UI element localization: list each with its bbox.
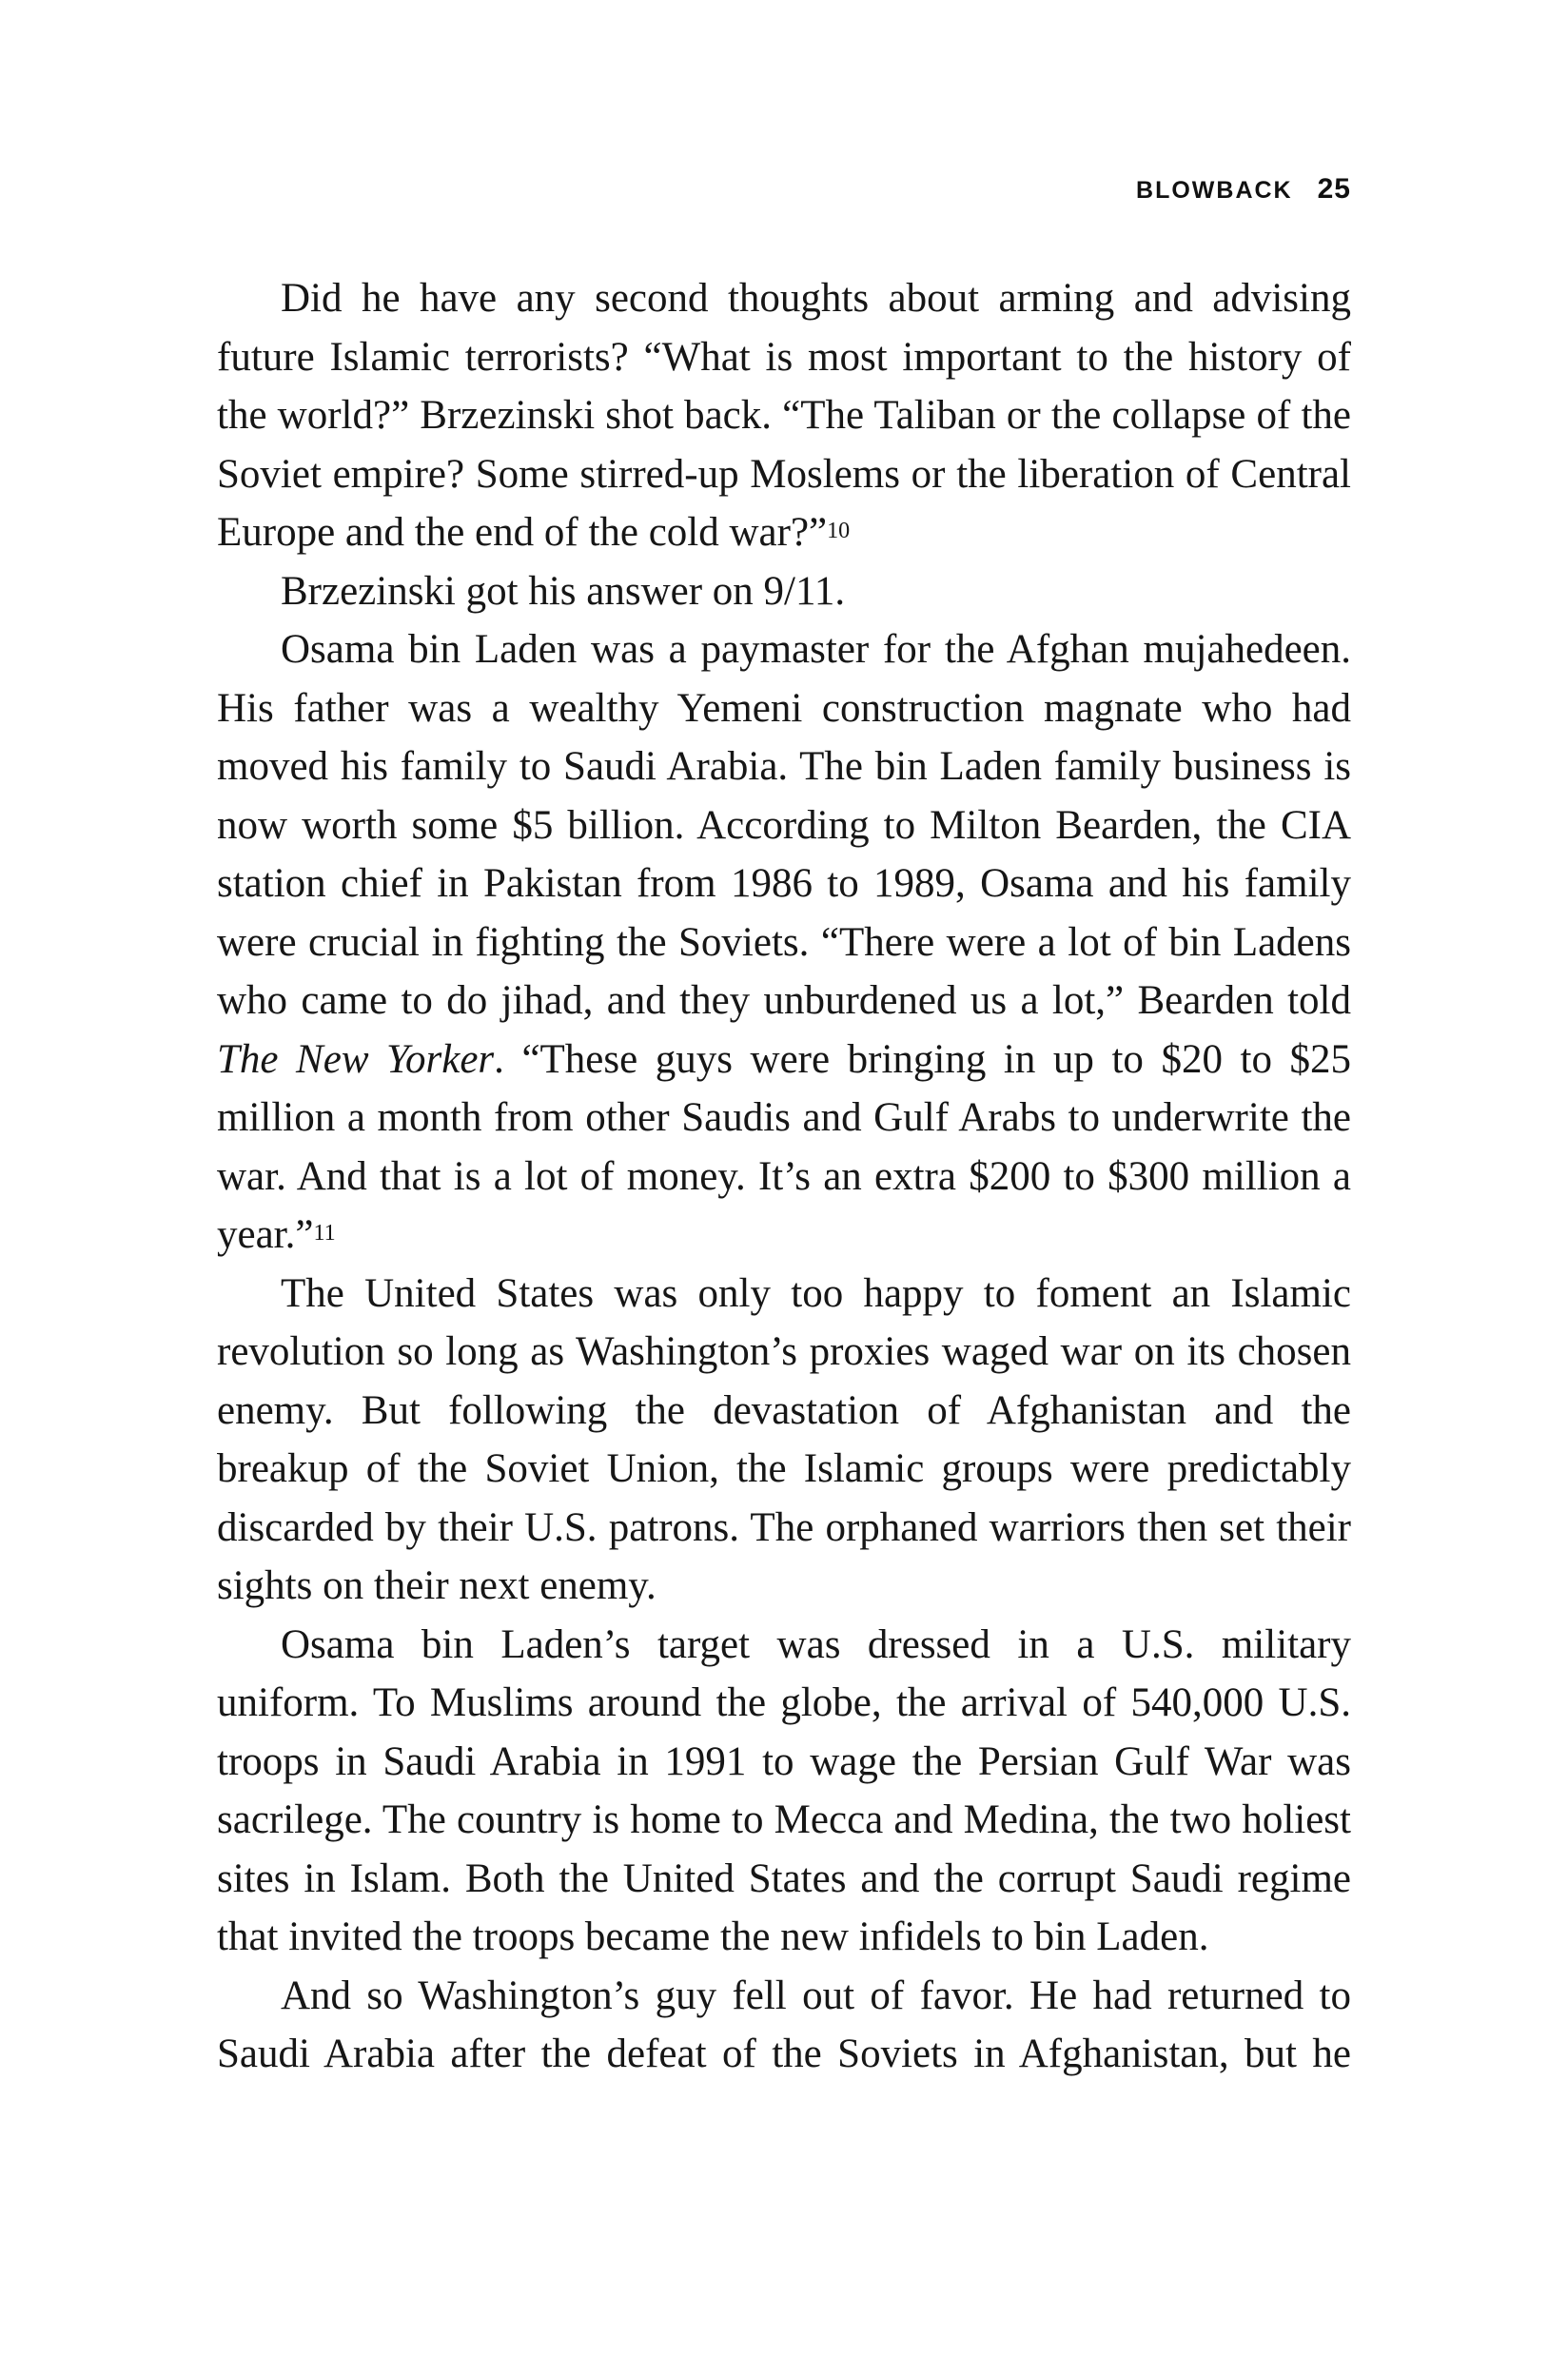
text-run: Osama bin Laden was a paymaster for the Afghan mujahedeen. His father was a wealthy Yemeni construction magnate who had moved his family to Saudi Arabia. The bin Laden family business is now worth some $5 billion. According to Milton Bearden, the CIA station chief in Pakistan from 1986 to 1989, Osama and his family were crucial in fighting the Soviets. “There were a lot of bin Ladens who came to do jihad, and they unburdened us a lot,” Bearden told — [217, 627, 1351, 1023]
text-run: Brzezinski got his answer on 9/11. — [281, 568, 846, 614]
paragraph — [217, 562, 1351, 621]
body-text — [217, 269, 1351, 2084]
text-run: Did he have any second thoughts about arming and advising future Islamic terrorists? “What is most important to the history of the world?” Brzezinski shot back. “The Taliban or the collapse of the Soviet empire? Some stirred-up Moslems or the liberation of Central Europe and the end of the cold war?” — [217, 276, 1351, 555]
paragraph — [217, 1616, 1351, 1967]
footnote-marker: 10 — [827, 518, 851, 543]
paragraph — [217, 269, 1351, 562]
page-number: 25 — [1317, 173, 1351, 205]
footnote-marker: 11 — [313, 1220, 336, 1246]
text-run: Osama bin Laden’s target was dressed in a U.S. military uniform. To Muslims around the globe, the arrival of 540,000 U.S. troops in Saudi Arabia in 1991 to wage the Persian Gulf War was sacrilege. The country is home to Mecca and Medina, the two holiest sites in Islam. Both the United States and the corrupt Saudi regime that invited the troops became the new infidels to bin Laden. — [217, 1621, 1351, 1959]
running-head — [1136, 173, 1351, 206]
italic-title: The New Yorker — [217, 1036, 495, 1082]
paragraph — [217, 1265, 1351, 1616]
text-run: And so Washington’s guy fell out of favor. He had returned to Saudi Arabia after the defeat of the Soviets in Afghanistan, but he — [217, 1973, 1351, 2076]
paragraph — [217, 620, 1351, 1265]
paragraph — [217, 1967, 1351, 2084]
running-head-title: BLOWBACK — [1136, 177, 1293, 204]
text-run: . “These guys were bringing in up to $20 to $25 million a month from other Saudis and Gulf Arabs to underwrite the war. And that is a lot of money. It’s an extra $200 to $300 million a year.” — [217, 1036, 1351, 1257]
text-run: The United States was only too happy to foment an Islamic revolution so long as Washington’s proxies waged war on its chosen enemy. But following the devastation of Afghanistan and the breakup of the Soviet Union, the Islamic groups were predictably discarded by their U.S. patrons. The orphaned warriors then set their sights on their next enemy. — [217, 1270, 1351, 1608]
